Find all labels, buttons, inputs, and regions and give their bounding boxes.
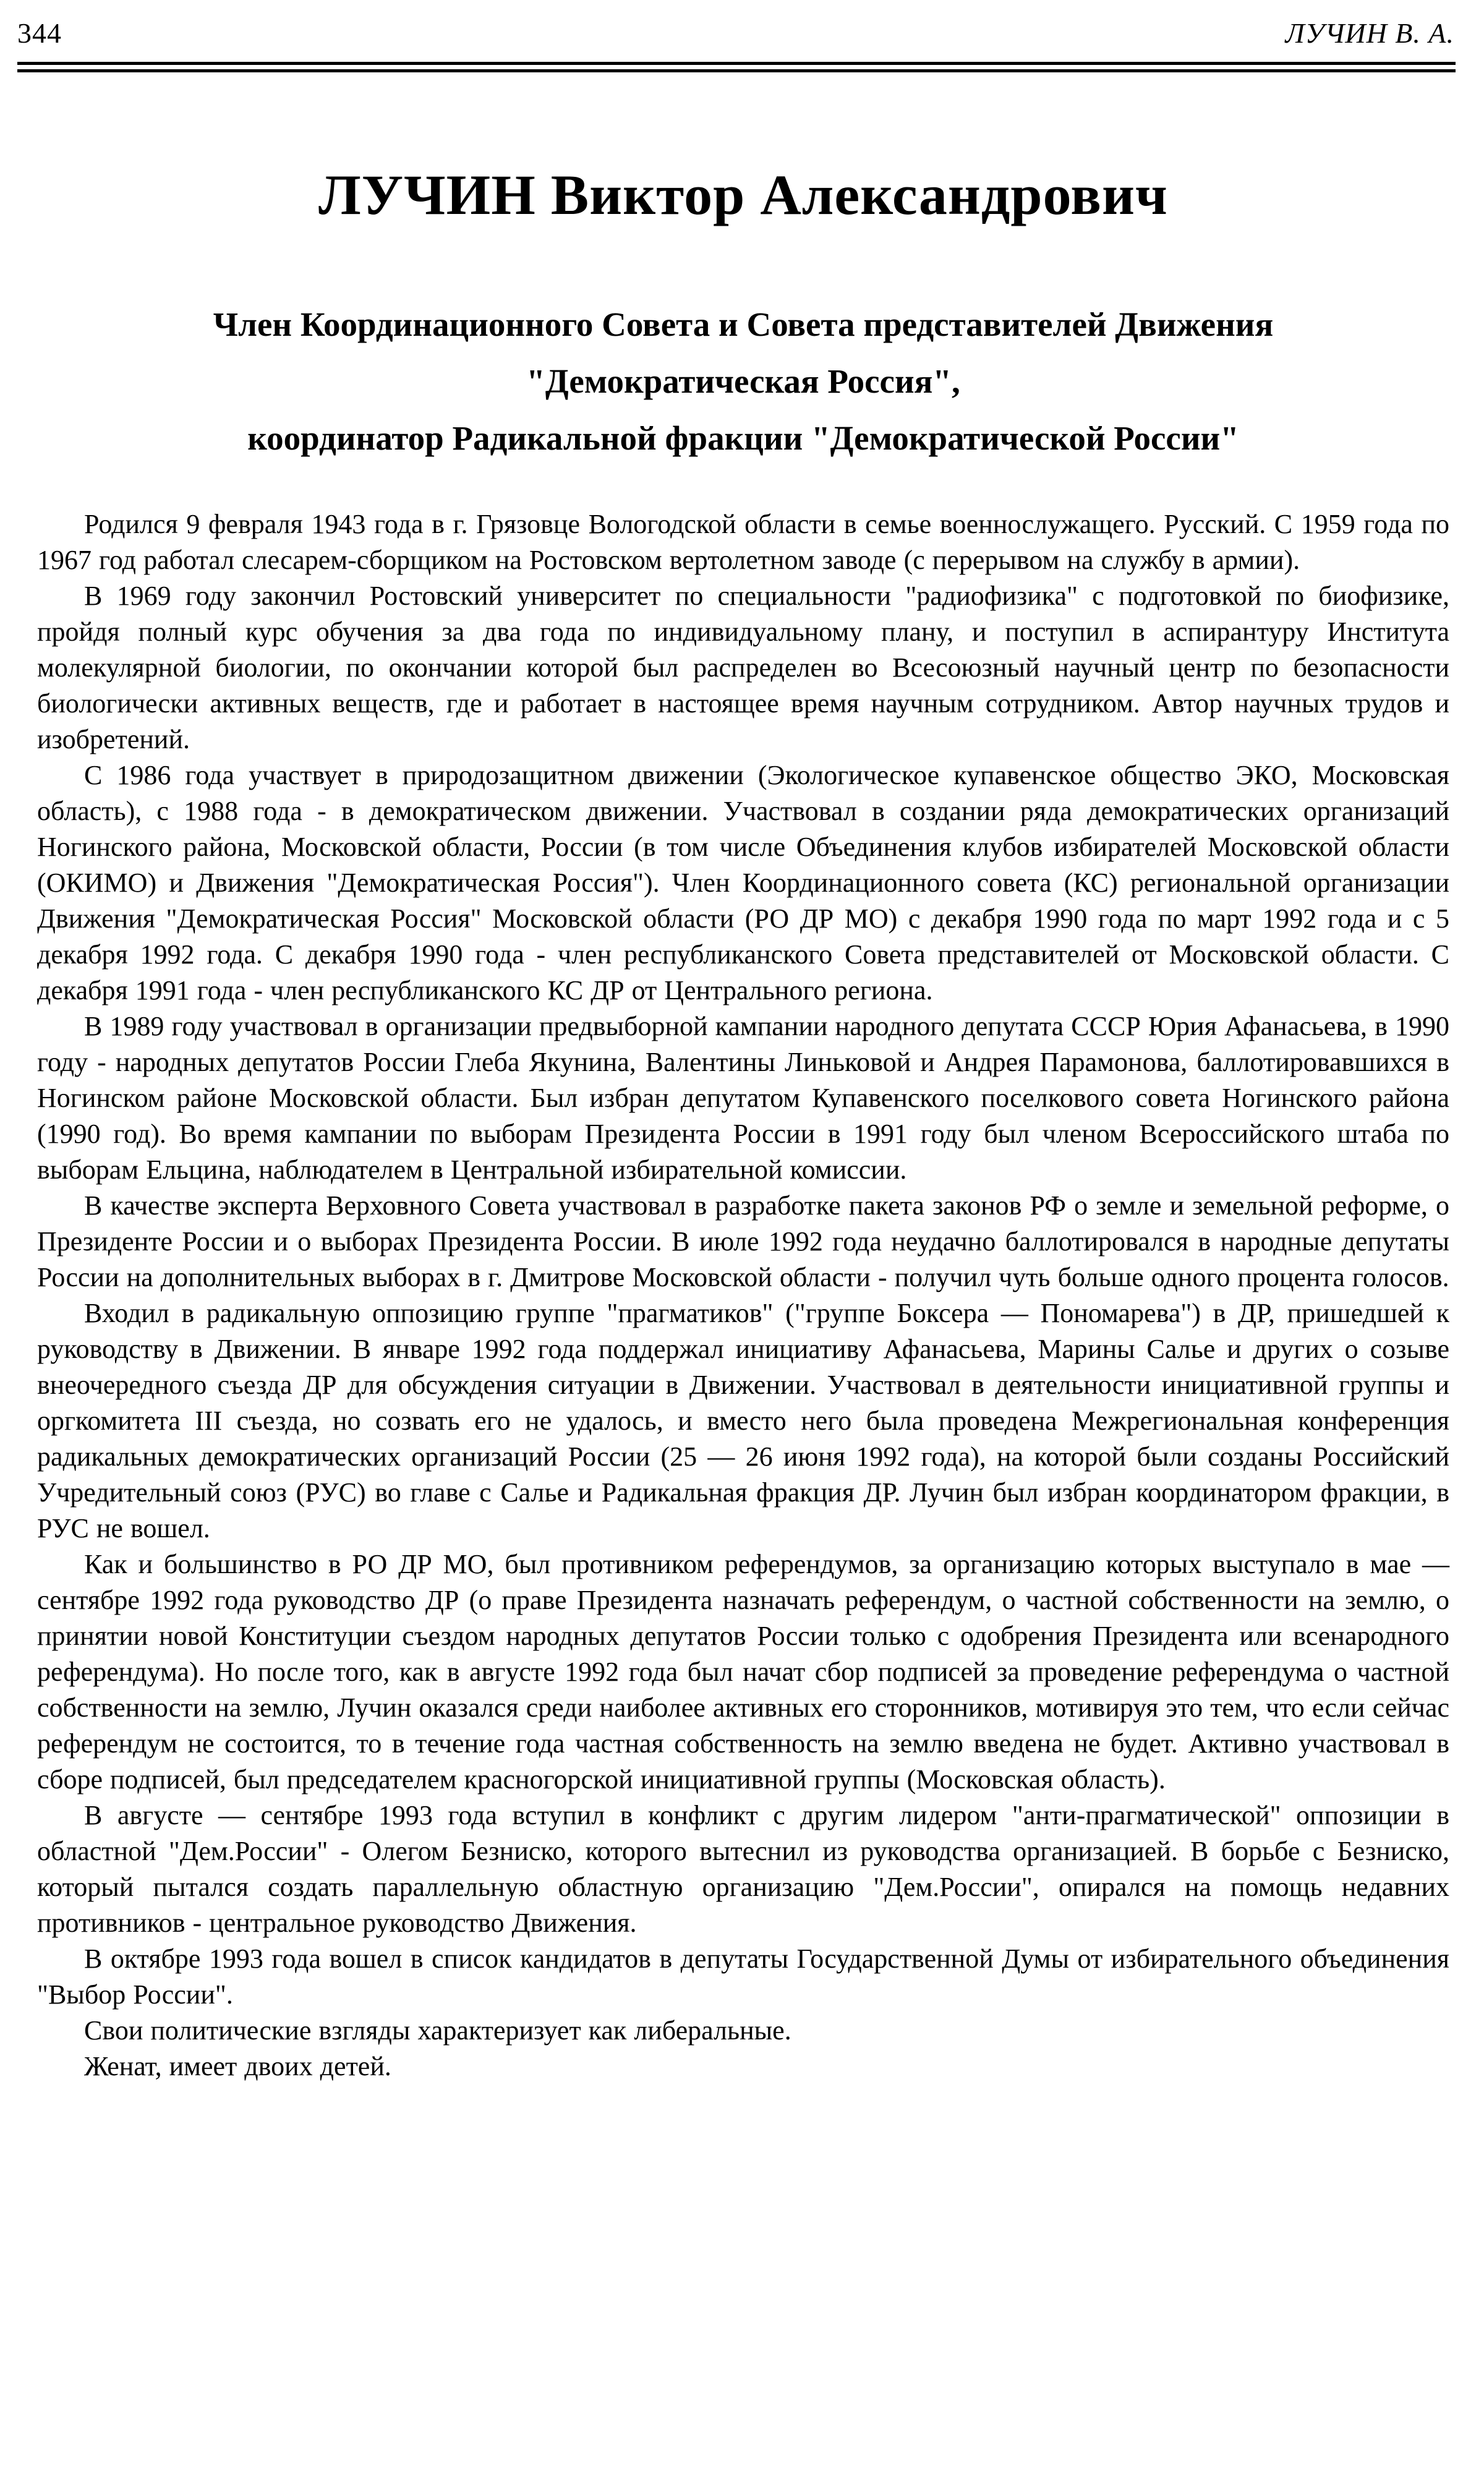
running-title: ЛУЧИН В. А.: [1285, 17, 1454, 49]
paragraph: Свои политические взгляды характеризует как либеральные.: [84, 2015, 791, 2046]
header-divider-rule: [17, 62, 1456, 72]
paragraph: Входил в радикальную оппозицию группе "прагматиков" ("группе Боксера — Пономарева") в ДР, пришедшей к руководству в Движении. В январе 1992 года поддержал инициативу Афанасьева, Марины Салье и других о созыве внеочередного съезда ДР для обсуждения ситуации в Движении. Участвовал в деятельности инициативной группы и оргкомитета III съезда, но созвать его не удалось, и вместо него была проведена Межрегиональная конференция радикальных демократических организаций России (25 — 26 июня 1992 года), на которой были созданы Российский Учредительный союз (РУС) во главе с Салье и Радикальная фракция ДР. Лучин был избран координатором фракции, в РУС не вошел.: [37, 1298, 1449, 1543]
paragraph: Как и большинство в РО ДР МО, был противником референдумов, за организацию которых выступало в мае — сентябре 1992 года руководство ДР (о праве Президента назначать референдум, о частной собственности на землю, о принятии новой Конституции съездом народных депутатов России только с одобрения Президента или всенародного референдума). Но после того, как в августе 1992 года был начат сбор подписей за проведение референдума о частной собственности на землю, Лучин оказался среди наиболее активных его сторонников, мотивируя это тем, что если сейчас референдум не состоится, то в течение года частная собственность на землю введена не будет. Активно участвовал в сборе подписей, был председателем красногорской инициативной группы (Московская область).: [37, 1549, 1449, 1794]
article-title: ЛУЧИН Виктор Александрович: [318, 163, 1168, 226]
paragraph: В октябре 1993 года вошел в список кандидатов в депутаты Государственной Думы от избирательного объединения "Выбор России".: [37, 1944, 1449, 2010]
paragraph: В августе — сентябре 1993 года вступил в конфликт с другим лидером "анти-прагматической" оппозиции в областной "Дем.России" - Олегом Безниско, которого вытеснил из руководства организацией. В борьбе с Безниско, который пытался создать параллельную областную организацию "Дем.России", опирался на помощь недавних противников - центральное руководство Движения.: [37, 1800, 1449, 1938]
paragraph: В качестве эксперта Верховного Совета участвовал в разработке пакета законов РФ о земле и земельной реформе, о Президенте России и о выборах Президента России. В июле 1992 года неудачно баллотировался в народные депутаты России на дополнительных выборах в г. Дмитрове Московской области - получил чуть больше одного процента голосов.: [37, 1190, 1449, 1292]
paragraph: С 1986 года участвует в природозащитном движении (Экологическое купавенское общество ЭКО, Московская область), с 1988 года - в демократическом движении. Участвовал в создании ряда демократических организаций Ногинского района, Московской области, России (в том числе Объединения клубов избирателей Московской области (ОКИМО) и Движения "Демократическая Россия"). Член Координационного совета (КС) региональной организации Движения "Демократическая Россия" Московской области (РО ДР МО) с декабря 1990 года по март 1992 года и с 5 декабря 1992 года. С декабря 1990 года - член республиканского Совета представителей от Московской области. С декабря 1991 года - член республиканского КС ДР от Центрального региона.: [37, 760, 1449, 1005]
page-header: [17, 0, 1454, 49]
subtitle-line-3: координатор Радикальной фракции "Демократической России": [247, 419, 1239, 457]
paragraph: Женат, имеет двоих детей.: [84, 2051, 391, 2081]
article-body: [37, 506, 1449, 2084]
paragraph: В 1989 году участвовал в организации предвыборной кампании народного депутата СССР Юрия Афанасьева, в 1990 году - народных депутатов России Глеба Якунина, Валентины Линьковой и Андрея Парамонова, баллотировавшихся в Ногинском районе Московской области. Был избран депутатом Купавенского поселкового совета Ногинского района (1990 год). Во время кампании по выборам Президента России в 1991 году был членом Всероссийского штаба по выборам Ельцина, наблюдателем в Центральной избирательной комиссии.: [37, 1011, 1449, 1185]
article-subtitle: [37, 296, 1449, 467]
paragraph: В 1969 году закончил Ростовский университет по специальности "радиофизика" с подготовкой по биофизике, пройдя полный курс обучения за два года по индивидуальному плану, и поступил в аспирантуру Института молекулярной биологии, по окончании которой был распределен во Всесоюзный научный центр по безопасности биологически активных веществ, где и работает в настоящее время научным сотрудником. Автор научных трудов и изобретений.: [37, 581, 1449, 754]
subtitle-line-2: "Демократическая Россия",: [526, 362, 960, 400]
paragraph: Родился 9 февраля 1943 года в г. Грязовце Вологодской области в семье военнослужащего. Русский. С 1959 года по 1967 год работал слесарем-сборщиком на Ростовском вертолетном заводе (с перерывом на службу в армии).: [37, 509, 1449, 575]
subtitle-line-1: Член Координационного Совета и Совета представителей Движения: [213, 305, 1274, 343]
page-number: 344: [17, 17, 62, 49]
